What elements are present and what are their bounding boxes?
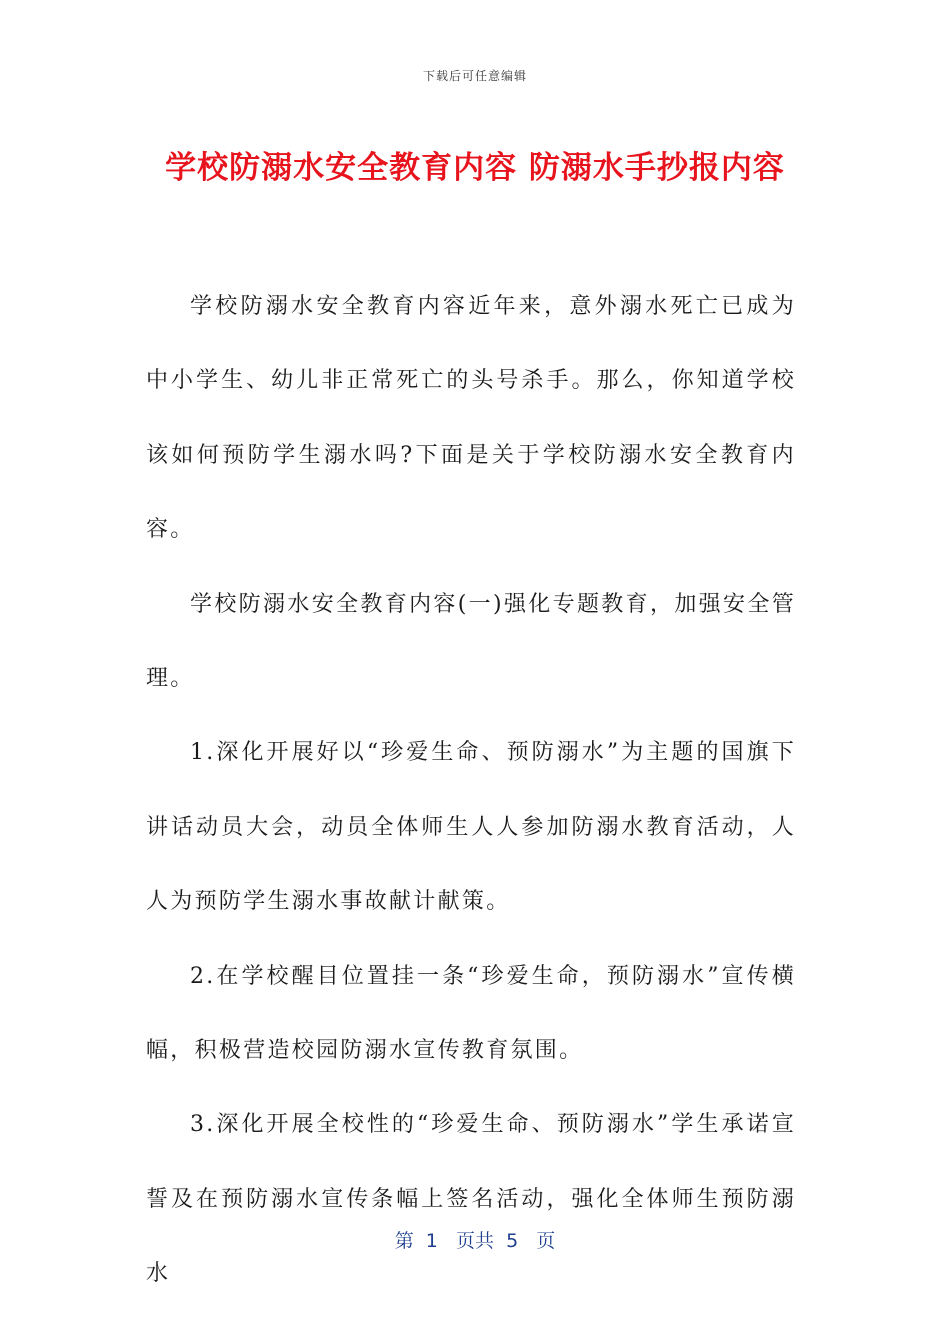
paragraph: 2.在学校醒目位置挂一条“珍爱生命，预防溺水”宣传横幅，积极营造校园防溺水宣传教育氛围。	[146, 963, 796, 1064]
document-body	[146, 270, 796, 1312]
paragraph: 1.深化开展好以“珍爱生命、预防溺水”为主题的国旗下讲话动员大会，动员全体师生人人参加防溺水教育活动，人人为预防学生溺水事故献计献策。	[146, 740, 796, 915]
paragraph: 学校防溺水安全教育内容(一)强化专题教育，加强安全管理。	[146, 591, 796, 692]
document-title: 学校防溺水安全教育内容 防溺水手抄报内容	[165, 150, 785, 186]
paragraph: 3.深化开展全校性的“珍爱生命、预防溺水”学生承诺宣誓及在预防溺水宣传条幅上签名活动，强化全体师生预防溺水	[146, 1112, 796, 1287]
page-number-footer: 第 1 页共 5 页	[394, 1230, 556, 1252]
paragraph: 学校防溺水安全教育内容近年来，意外溺水死亡已成为中小学生、幼儿非正常死亡的头号杀手。那么，你知道学校该如何预防学生溺水吗?下面是关于学校防溺水安全教育内容。	[146, 294, 796, 543]
download-note: 下载后可任意编辑	[422, 69, 527, 83]
